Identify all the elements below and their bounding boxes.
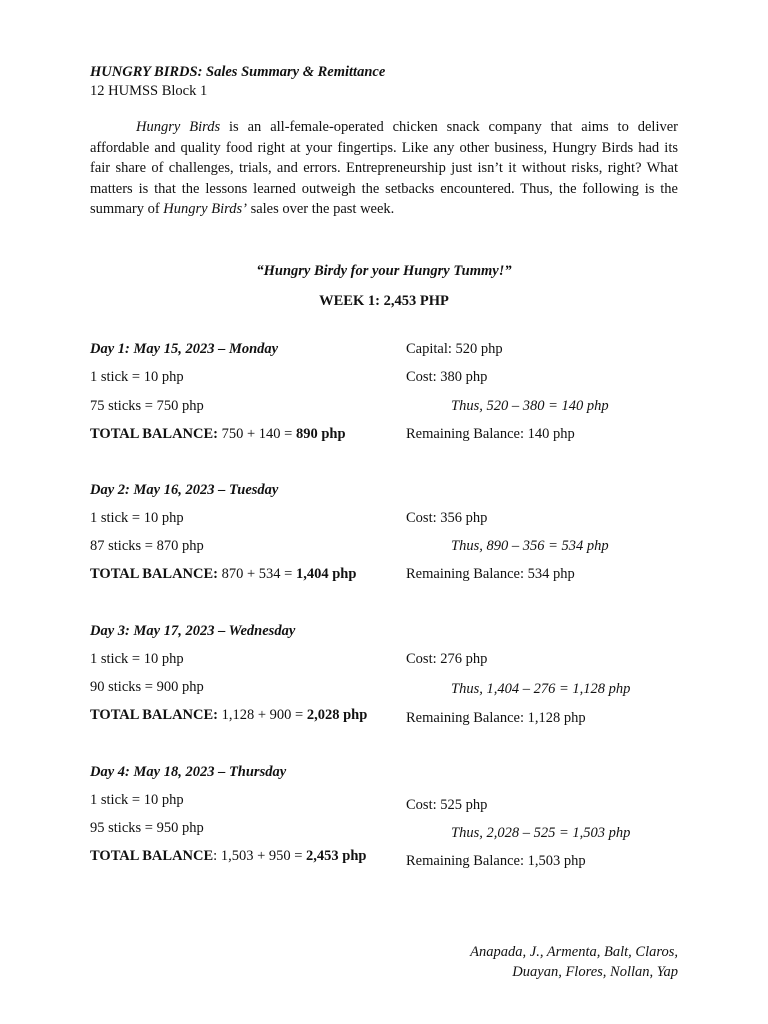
total-label: TOTAL BALANCE xyxy=(90,425,214,442)
day-section xyxy=(90,339,678,480)
total-balance-line xyxy=(90,846,367,866)
document-subtitle: 12 HUMSS Block 1 xyxy=(90,83,208,99)
remaining-balance-line: Remaining Balance: 534 php xyxy=(406,565,575,582)
brand-name-possessive: Hungry Birds’ xyxy=(163,201,247,218)
total-expression: 1,503 + 950 = xyxy=(217,847,307,864)
day-section xyxy=(90,480,678,621)
total-balance-line xyxy=(90,705,367,725)
sales-line: 87 sticks = 870 php xyxy=(90,537,204,554)
day-section xyxy=(90,621,678,762)
document-title: HUNGRY BIRDS: Sales Summary & Remittance xyxy=(90,64,386,80)
total-value: 2,453 php xyxy=(306,847,367,864)
cost-line: Cost: 380 php xyxy=(406,368,488,385)
computation-line: Thus, 2,028 – 525 = 1,503 php xyxy=(451,824,631,841)
remaining-balance-line: Remaining Balance: 1,503 php xyxy=(406,852,586,869)
sales-line: 90 sticks = 900 php xyxy=(90,678,204,695)
week-heading: WEEK 1: 2,453 PHP xyxy=(319,292,449,309)
cost-line: Cost: 525 php xyxy=(406,796,488,813)
total-expression: 750 + 140 = xyxy=(218,425,296,442)
price-line: 1 stick = 10 php xyxy=(90,650,184,667)
total-label: TOTAL BALANCE xyxy=(90,706,214,723)
day-heading: Day 4: May 18, 2023 – Thursday xyxy=(90,763,287,780)
slogan: “Hungry Birdy for your Hungry Tummy!” xyxy=(256,262,512,279)
total-balance-line xyxy=(90,424,346,444)
total-expression: 870 + 534 = xyxy=(218,565,296,582)
intro-paragraph xyxy=(90,117,678,220)
sales-line: 95 sticks = 950 php xyxy=(90,819,204,836)
cost-line: Cost: 356 php xyxy=(406,509,488,526)
sales-line: 75 sticks = 750 php xyxy=(90,397,204,414)
daily-summary xyxy=(90,339,678,869)
capital-line: Capital: 520 php xyxy=(406,340,503,357)
total-balance-line xyxy=(90,564,356,584)
computation-line: Thus, 890 – 356 = 534 php xyxy=(451,537,609,554)
computation-line: Thus, 520 – 380 = 140 php xyxy=(451,397,609,414)
total-colon: : xyxy=(213,565,218,582)
total-value: 890 php xyxy=(295,425,346,442)
brand-name: Hungry Birds xyxy=(136,119,221,135)
price-line: 1 stick = 10 php xyxy=(90,509,184,526)
authors-signature xyxy=(470,942,678,982)
total-value: 1,404 php xyxy=(295,565,357,582)
remaining-balance-line: Remaining Balance: 1,128 php xyxy=(406,709,586,726)
total-label: TOTAL BALANCE xyxy=(90,565,214,582)
total-colon: : xyxy=(213,706,218,723)
authors-line-2: Duayan, Flores, Nollan, Yap xyxy=(512,964,678,980)
cost-line: Cost: 276 php xyxy=(406,650,488,667)
intro-text-1: is an all-female-operated chicken snack company that aims to deliver affordable and quality food right at your fingertips. Like any other business, Hungry Birds had its fair share of challenges, trials, and errors. Entrepreneurship just isn’t it without risks, right? What matters is that the lessons learned outweigh the setbacks encountered. Thus, the following is the summary of xyxy=(90,119,679,218)
day-heading: Day 2: May 16, 2023 – Tuesday xyxy=(90,481,279,498)
remaining-balance-line: Remaining Balance: 140 php xyxy=(406,425,575,442)
total-colon: : xyxy=(213,847,218,864)
price-line: 1 stick = 10 php xyxy=(90,791,184,808)
day-heading: Day 3: May 17, 2023 – Wednesday xyxy=(90,622,296,639)
total-colon: : xyxy=(213,425,218,442)
intro-text-2: sales over the past week. xyxy=(246,201,395,218)
price-line: 1 stick = 10 php xyxy=(90,368,184,385)
day-heading: Day 1: May 15, 2023 – Monday xyxy=(90,340,279,357)
computation-line: Thus, 1,404 – 276 = 1,128 php xyxy=(451,680,631,697)
total-value: 2,028 php xyxy=(306,706,368,723)
authors-line-1: Anapada, J., Armenta, Balt, Claros, xyxy=(470,944,678,960)
document-page xyxy=(90,62,679,869)
total-label: TOTAL BALANCE xyxy=(90,847,214,864)
day-section xyxy=(90,762,678,869)
total-expression: 1,128 + 900 = xyxy=(218,706,307,723)
